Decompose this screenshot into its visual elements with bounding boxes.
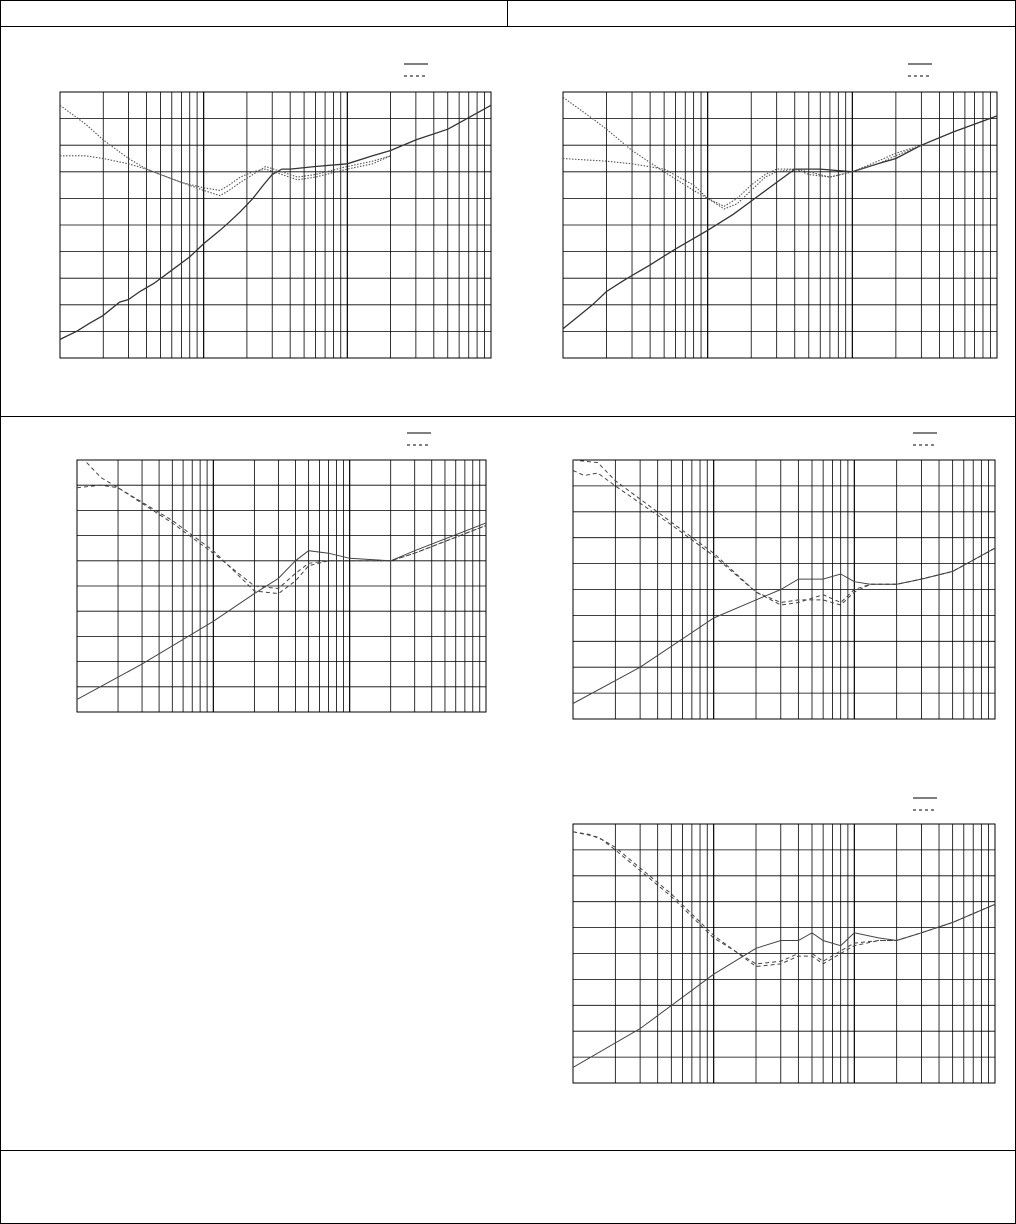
chart-3 xyxy=(77,433,486,712)
series-line-1 xyxy=(60,105,491,339)
series-line-3 xyxy=(573,460,995,605)
series-line-2 xyxy=(563,145,921,209)
series-line-2 xyxy=(77,452,486,593)
series-line-2 xyxy=(573,832,995,964)
chart-2 xyxy=(563,64,997,358)
series-line-3 xyxy=(563,97,921,206)
chart-1 xyxy=(60,64,491,358)
series-line-1 xyxy=(573,904,995,1067)
chart-5 xyxy=(573,798,995,1083)
series-line-3 xyxy=(573,832,995,967)
series-line-3 xyxy=(77,485,486,588)
chart-4 xyxy=(573,433,995,719)
series-line-1 xyxy=(573,548,995,703)
